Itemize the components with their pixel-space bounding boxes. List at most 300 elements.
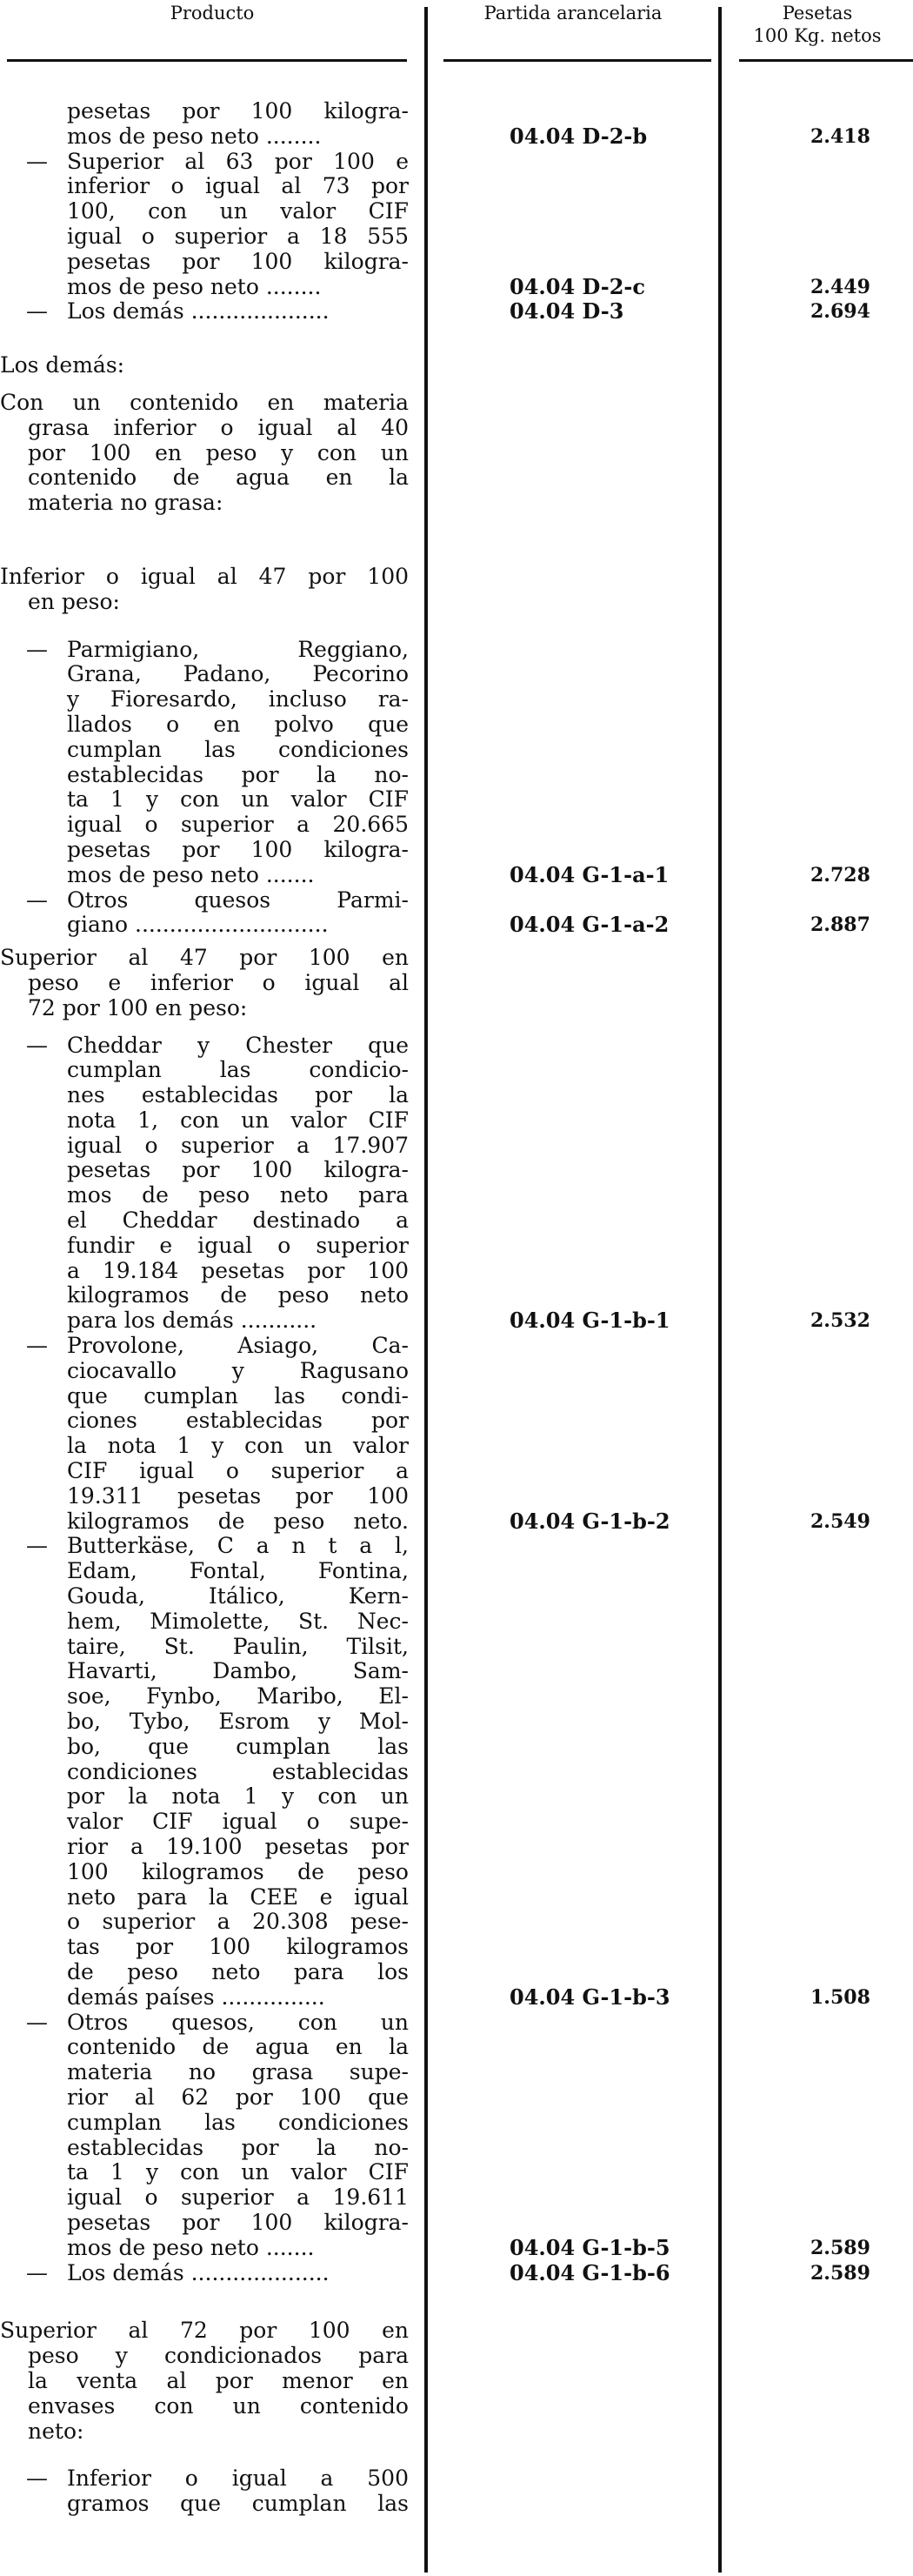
rate-value [722,1484,913,1509]
rate-value [722,971,913,996]
rate-value: 2.694 [810,300,870,324]
rate-value [722,1885,913,1910]
product-text [0,1034,409,1059]
tariff-code [426,996,722,1021]
product-text-content: establecidas por la no- [67,761,409,787]
product-text [0,2035,409,2060]
rate-value [722,946,913,971]
rate-value: 2.418 [810,124,870,148]
product-text [0,2394,409,2419]
product-text-content: ta 1 y con un valor CIF [67,2159,409,2185]
product-text-content: mos de peso neto para [67,1182,409,1208]
tariff-code [426,1408,722,1434]
dash-bullet-icon: — [26,636,48,662]
text-line [0,2344,913,2369]
text-line [0,465,913,491]
product-text-content: pesetas por 100 kilogra- [67,1157,409,1183]
tariff-code [426,1058,722,1083]
text-line [0,2011,913,2036]
text-line [0,1885,913,1910]
table-row [0,275,913,300]
rate-value: 1.508 [810,1985,870,2009]
product-text [0,1058,409,1083]
text-line [0,1534,913,1559]
text-line [0,2466,913,2492]
tariff-code [426,1885,722,1910]
product-text-content: para los demás ........... [67,1308,317,1334]
tariff-code: 04.04 G-1-b-2 [510,1508,670,1534]
text-line [0,2394,913,2419]
text-line [0,1334,913,1359]
product-text-content: nota 1, con un valor CIF [67,1107,409,1133]
product-text-content: Los demás .................... [67,2259,330,2285]
tariff-code [426,1484,722,1509]
rate-value [722,441,913,466]
product-text-content: kilogramos de peso neto. [67,1508,409,1534]
product-text [0,1810,409,1835]
product-text-content: por 100 en peso y con un [28,439,409,465]
table-row [0,124,913,150]
product-text [0,2211,409,2236]
product-text [0,299,409,325]
tariff-code [426,787,722,813]
product-text-content: cumplan las condiciones [67,2109,409,2135]
tariff-code [426,888,722,913]
product-text-content: ciones establecidas por [67,1408,409,1434]
text-line [0,99,913,124]
rate-value [722,787,913,813]
text-line [0,763,913,788]
product-text-content: demás países ............... [67,1984,325,2010]
tariff-code [426,1183,722,1208]
text-line [0,353,913,378]
tariff-code [426,763,722,788]
product-text-content: materia no grasa: [28,490,223,516]
rate-value [722,224,913,250]
product-text [0,1609,409,1635]
product-text [0,1985,409,2011]
text-line [0,199,913,224]
product-text-content: 100 kilogramos de peso [67,1858,409,1884]
tariff-code [426,565,722,590]
tariff-code [426,1234,722,1259]
product-text-content: de peso neto para los [67,1958,409,1984]
product-text [0,2060,409,2085]
product-text-content: Superior al 63 por 100 e [67,148,409,174]
rate-value [722,199,913,224]
rate-value [722,1334,913,1359]
product-text-content: Edam, Fontal, Fontina, [67,1558,409,1584]
rate-value [722,150,913,175]
product-text-content: por la nota 1 y con un [67,1783,409,1810]
tariff-code [426,1434,722,1459]
tariff-code [426,416,722,441]
product-text [0,353,409,378]
rate-value [722,416,913,441]
text-line [0,1359,913,1384]
rate-value: 2.589 [810,2261,870,2285]
product-text [0,1960,409,1985]
tariff-code [426,1860,722,1885]
rate-value [722,888,913,913]
product-text [0,2419,409,2445]
text-line [0,1910,913,1935]
rate-value [722,1960,913,1985]
tariff-code: 04.04 D-2-c [510,273,645,299]
tariff-code [426,1810,722,1835]
rate-value [722,738,913,763]
tariff-code [426,638,722,663]
product-text [0,2261,409,2286]
product-text-content: igual o superior a 20.665 [67,812,409,838]
text-line [0,2419,913,2445]
rate-value [722,1183,913,1208]
dash-bullet-icon: — [26,1333,48,1359]
tariff-code [426,2160,722,2185]
rate-value [722,2185,913,2211]
product-text [0,713,409,738]
rate-value [722,491,913,516]
rate-value [722,2035,913,2060]
tariff-code [426,1459,722,1484]
text-line [0,1208,913,1234]
product-text [0,1308,409,1334]
product-text [0,1334,409,1359]
text-line [0,2111,913,2136]
product-text [0,416,409,441]
rate-value [722,996,913,1021]
product-text-content: Provolone, Asiago, Ca- [67,1333,409,1359]
text-line [0,250,913,275]
dash-bullet-icon: — [26,887,48,913]
rate-value [722,1609,913,1635]
tariff-code [426,1609,722,1635]
rate-value [722,353,913,378]
table-row [0,913,913,938]
rate-value [722,1860,913,1885]
product-text-content: inferior o igual al 73 por [67,173,409,199]
product-text [0,1384,409,1409]
tariff-code [426,174,722,199]
rate-value [722,1559,913,1584]
product-text-content: en peso: [28,588,120,614]
text-line [0,1183,913,1208]
product-text [0,1234,409,1259]
text-line [0,738,913,763]
product-text [0,787,409,813]
dash-bullet-icon: — [26,2259,48,2285]
text-line [0,2185,913,2211]
tariff-code [426,2419,722,2445]
product-text-content: fundir e igual o superior [67,1232,409,1258]
tariff-code [426,1635,722,1660]
rate-value [722,2085,913,2111]
tariff-code [426,199,722,224]
rate-value [722,1735,913,1760]
dash-bullet-icon: — [26,2009,48,2035]
product-text-content: mos de peso neto ........ [67,123,322,149]
text-line [0,1408,913,1434]
tariff-code [426,1735,722,1760]
text-line [0,1960,913,1985]
rate-value [722,1710,913,1735]
product-text [0,1534,409,1559]
tariff-code [426,1083,722,1108]
product-text-content: valor CIF igual o supe- [67,1809,409,1835]
header-product-label: Producto [170,3,255,23]
text-line [0,1684,913,1710]
tariff-code [426,250,722,275]
product-text-content: mos de peso neto ........ [67,273,322,299]
text-line [0,1434,913,1459]
rate-value [722,1158,913,1183]
tariff-code [426,713,722,738]
text-line [0,1259,913,1284]
product-text [0,1659,409,1684]
product-text-content: peso y condicionados para [28,2343,409,2369]
tariff-code: 04.04 D-3 [510,298,624,325]
tariff-code [426,2394,722,2419]
product-text-content: a 19.184 pesetas por 100 [67,1257,409,1283]
tariff-code [426,391,722,416]
tariff-code: 04.04 D-2-b [510,123,648,149]
product-text-content: Otros quesos, con un [67,2009,409,2035]
product-text [0,996,409,1021]
product-text [0,2369,409,2394]
tariff-code [426,1034,722,1059]
rate-value [722,1534,913,1559]
product-text-content: CIF igual o superior a [67,1458,409,1484]
tariff-code [426,465,722,491]
header-rate-line1: Pesetas [782,3,853,23]
product-text [0,2160,409,2185]
rate-value [722,2318,913,2344]
tariff-code [426,1559,722,1584]
product-text [0,441,409,466]
rate-value [722,2492,913,2517]
product-text-content: bo, Tybo, Esrom y Mol- [67,1709,409,1735]
product-text-content: contenido de agua en la [28,465,409,491]
text-line [0,1609,913,1635]
product-text [0,124,409,150]
rate-value [722,713,913,738]
rate-value [722,1659,913,1684]
rate-value: 2.549 [810,1509,870,1533]
product-text-content: hem, Mimolette, St. Nec- [67,1608,409,1634]
rate-value [722,2160,913,2185]
product-text [0,1408,409,1434]
text-line [0,1635,913,1660]
rate-value [722,638,913,663]
product-text-content: giano ............................ [67,912,329,938]
product-text-content: la nota 1 y con un valor [67,1433,409,1459]
tariff-code [426,1684,722,1710]
rate-value [722,1810,913,1835]
tariff-code [426,738,722,763]
tariff-code [426,971,722,996]
text-line [0,2211,913,2236]
product-text [0,250,409,275]
text-line [0,2492,913,2517]
product-text-content: Cheddar y Chester que [67,1032,409,1058]
text-line [0,174,913,199]
product-text-content: pesetas por 100 kilogra- [67,2209,409,2235]
header-rule-product [7,59,407,62]
product-text-content: 72 por 100 en peso: [28,994,248,1020]
text-line [0,1735,913,1760]
header-tariff-heading [428,2,718,24]
table-row [0,1985,913,2011]
product-text-content: cumplan las condiciones [67,736,409,762]
tariff-code [426,2085,722,2111]
rate-value [722,99,913,124]
rate-value [722,2111,913,2136]
table-row [0,863,913,888]
product-text [0,1559,409,1584]
text-line [0,590,913,615]
text-line [0,1810,913,1835]
table-row [0,1308,913,1334]
text-line [0,713,913,738]
tariff-code [426,1760,722,1785]
product-text-content: contenido de agua en la [67,2034,409,2060]
product-text [0,1710,409,1735]
tariff-code [426,1835,722,1860]
product-text-content: bo, que cumplan las [67,1733,409,1759]
product-text-content: Superior al 72 por 100 en [0,2318,409,2344]
product-text [0,1635,409,1660]
product-text [0,1484,409,1509]
product-text-content: establecidas por la no- [67,2134,409,2160]
table-row [0,2236,913,2261]
tariff-code [426,491,722,516]
tariff-code [426,1659,722,1684]
product-text-content: rior a 19.100 pesetas por [67,1834,409,1859]
product-text-content: Grana, Padano, Pecorino [67,661,409,687]
rate-value [722,1635,913,1660]
text-line [0,2369,913,2394]
product-text [0,662,409,687]
tariff-code [426,946,722,971]
product-text-content: igual o superior a 18 555 [67,223,409,249]
product-text-content: taire, St. Paulin, Tilsit, [67,1633,409,1659]
product-text-content: condiciones establecidas [67,1758,409,1784]
table-row [0,2261,913,2286]
product-text [0,2085,409,2111]
tariff-code [426,441,722,466]
text-line [0,888,913,913]
tariff-code [426,2111,722,2136]
rate-value [722,2369,913,2394]
product-text [0,2185,409,2211]
rate-value [722,1359,913,1384]
rate-value [722,1384,913,1409]
product-text [0,275,409,300]
dash-bullet-icon: — [26,2466,48,2492]
tariff-code [426,1208,722,1234]
text-line [0,662,913,687]
tariff-code [426,687,722,713]
rate-value [722,813,913,838]
tariff-code [426,2318,722,2344]
rate-value: 2.589 [810,2236,870,2259]
product-text-content: cumplan las condicio- [67,1057,409,1083]
product-text-content: pesetas por 100 kilogra- [67,98,409,124]
rate-value [722,2466,913,2492]
product-text [0,1509,409,1535]
product-text [0,1684,409,1710]
product-text-content: envases con un contenido [28,2392,409,2419]
tariff-code [426,2369,722,2394]
tariff-code [426,1158,722,1183]
product-text [0,1784,409,1810]
tariff-code [426,2060,722,2085]
rate-value [722,250,913,275]
text-line [0,2035,913,2060]
tariff-code [426,1935,722,1960]
tariff-code [426,838,722,863]
tariff-code [426,1534,722,1559]
rate-value [722,2136,913,2161]
rate-value [722,1935,913,1960]
tariff-code [426,1134,722,1159]
rate-value [722,2419,913,2445]
tariff-code [426,2011,722,2036]
tariff-code: 04.04 G-1-b-3 [510,1984,670,2010]
rate-value [722,1134,913,1159]
product-text [0,1835,409,1860]
product-text [0,174,409,199]
product-text [0,1134,409,1159]
product-text-content: Havarti, Dambo, Sam- [67,1658,409,1684]
product-text [0,763,409,788]
header-product [0,2,424,24]
text-line [0,391,913,416]
text-line [0,1234,913,1259]
product-text [0,2111,409,2136]
product-text [0,2136,409,2161]
tariff-code [426,590,722,615]
dash-bullet-icon: — [26,1032,48,1058]
tariff-code [426,2492,722,2517]
tariff-code [426,1359,722,1384]
rate-value [722,1835,913,1860]
tariff-code: 04.04 G-1-b-5 [510,2234,670,2260]
product-text-content: igual o superior a 19.611 [67,2185,409,2211]
text-line [0,1584,913,1609]
product-text-content: Inferior o igual al 47 por 100 [0,563,409,589]
rate-value [722,1259,913,1284]
product-text [0,1283,409,1308]
text-line [0,1559,913,1584]
rate-value [722,391,913,416]
product-text [0,1860,409,1885]
product-text [0,224,409,250]
rate-value: 2.887 [810,913,870,937]
product-text-content: kilogramos de peso neto [67,1282,409,1308]
product-text-content: materia no grasa supe- [67,2059,409,2085]
tariff-code [426,2136,722,2161]
tariff-code [426,1259,722,1284]
text-line [0,1484,913,1509]
product-text [0,1584,409,1609]
product-text-content: ciocavallo y Ragusano [67,1357,409,1383]
product-text-content: ta 1 y con un valor CIF [67,786,409,813]
tariff-code: 04.04 G-1-a-1 [510,861,670,887]
text-line [0,1083,913,1108]
tariff-code [426,662,722,687]
tariff-code [426,813,722,838]
